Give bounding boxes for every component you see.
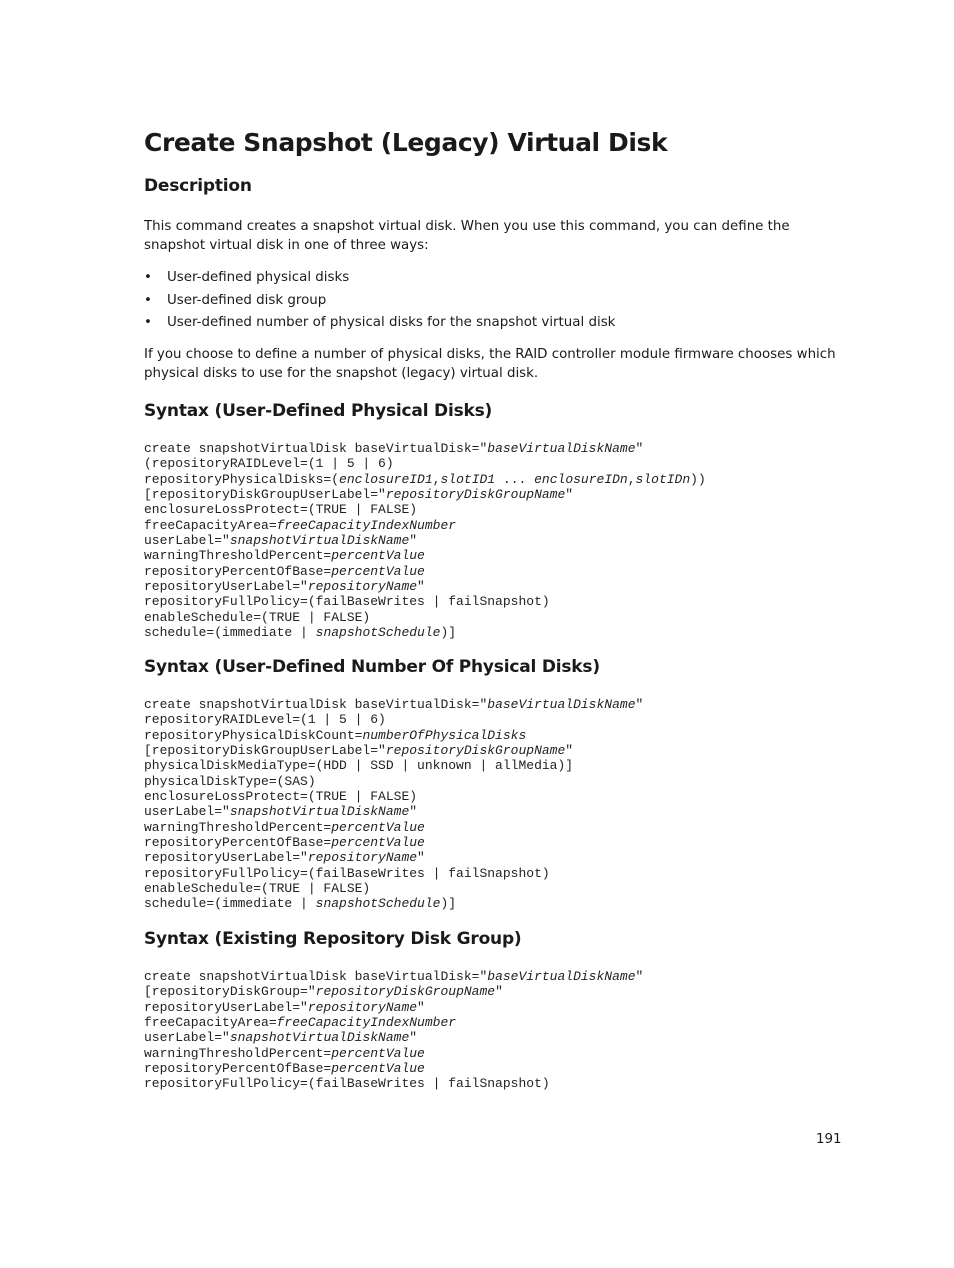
code-placeholder: enclosureID1 [339,471,433,487]
code-placeholder: snapshotSchedule [315,625,441,641]
code-literal: , [432,471,441,487]
code-placeholder: percentValue [331,835,425,851]
code-literal: repositoryPercentOfBase= [144,563,332,579]
page-title: Create Snapshot (Legacy) Virtual Disk [144,128,668,157]
code-placeholder: slotID1 [440,471,496,487]
code-line [144,1015,643,1030]
code-line [144,850,643,865]
code-line [144,697,643,712]
code-line [144,789,643,804]
code-placeholder: repositoryDiskGroupName [315,984,496,1000]
code-line [144,896,643,911]
code-literal: userLabel=" [144,1030,230,1046]
code-literal: userLabel=" [144,804,230,820]
code-literal: freeCapacityArea= [144,1015,277,1031]
code-placeholder: baseVirtualDiskName [487,697,636,712]
code-literal: " [565,743,574,759]
code-placeholder: baseVirtualDiskName [487,441,636,456]
code-line [144,625,706,640]
code-placeholder: repositoryDiskGroupName [385,743,566,759]
code-literal: repositoryFullPolicy=(failBaseWrites | failSnapshot) [144,865,550,881]
syntax-physical-disks-code [144,441,706,640]
code-literal: repositoryPhysicalDisks=( [144,471,340,487]
code-placeholder: percentValue [331,1045,425,1061]
code-literal: " [409,1030,418,1046]
code-literal: " [417,579,425,595]
code-placeholder: enclosureIDn [534,471,628,487]
list-item: • User-defined number of physical disks for the snapshot virtual disk [144,313,844,332]
code-literal: (repositoryRAIDLevel=(1 | 5 | 6) [144,456,394,472]
code-placeholder: percentValue [331,1061,425,1077]
code-literal: repositoryUserLabel=" [144,850,308,866]
code-line [144,533,706,548]
list-item: • User-defined disk group [144,291,844,310]
code-placeholder: numberOfPhysicalDisks [362,727,527,743]
code-literal: [repositoryDiskGroup=" [144,984,316,1000]
code-line [144,835,643,850]
code-placeholder: freeCapacityIndexNumber [276,1015,457,1031]
code-literal: physicalDiskType=(SAS) [144,773,316,789]
code-literal: )) [690,471,706,487]
code-literal: enableSchedule=(TRUE | FALSE) [144,609,371,625]
code-line [144,881,643,896]
code-placeholder: repositoryName [307,850,418,866]
description-heading: Description [144,176,252,196]
code-literal: repositoryPercentOfBase= [144,835,332,851]
code-literal: create snapshotVirtualDisk baseVirtualDisk=" [144,697,488,712]
code-line [144,1076,643,1091]
code-line [144,804,643,819]
code-line [144,456,706,471]
code-literal: [repositoryDiskGroupUserLabel=" [144,743,386,759]
code-literal: freeCapacityArea= [144,517,277,533]
code-placeholder: freeCapacityIndexNumber [276,517,457,533]
code-placeholder: percentValue [331,819,425,835]
code-literal: " [635,441,644,456]
code-placeholder: snapshotVirtualDiskName [229,533,410,549]
code-line [144,774,643,789]
code-line [144,1061,643,1076]
code-literal: " [417,850,425,866]
code-literal: repositoryPhysicalDiskCount= [144,727,363,743]
code-line [144,758,643,773]
code-literal: " [635,969,644,984]
code-line [144,564,706,579]
code-literal: )] [440,625,457,641]
code-line [144,866,643,881]
code-literal: repositoryPercentOfBase= [144,1061,332,1077]
code-literal: " [495,984,503,1000]
syntax-number-of-disks-heading: Syntax (User-Defined Number Of Physical Disks) [144,657,600,677]
code-line [144,820,643,835]
code-placeholder: snapshotVirtualDiskName [229,1030,410,1046]
code-line [144,743,643,758]
description-paragraph-2: If you choose to define a number of physical disks, the RAID controller module firmware chooses which physical disks to use for the snapshot (legacy) virtual disk. [144,347,836,381]
code-placeholder: repositoryName [307,999,418,1015]
code-literal: enclosureLossProtect=(TRUE | FALSE) [144,502,418,518]
code-literal: create snapshotVirtualDisk baseVirtualDisk=" [144,441,488,456]
code-placeholder: snapshotVirtualDiskName [229,804,410,820]
code-line [144,610,706,625]
code-literal: physicalDiskMediaType=(HDD | SSD | unknown | allMedia)] [144,758,574,774]
code-placeholder: snapshotSchedule [315,896,441,912]
code-literal: enableSchedule=(TRUE | FALSE) [144,881,371,897]
code-line [144,1046,643,1061]
code-literal: warningThresholdPercent= [144,819,332,835]
description-paragraph-1: This command creates a snapshot virtual disk. When you use this command, you can define the snapshot virtual disk in one of three ways: [144,219,790,253]
code-literal: repositoryFullPolicy=(failBaseWrites | failSnapshot) [144,1076,550,1092]
code-literal: warningThresholdPercent= [144,548,332,564]
list-item: • User-defined physical disks [144,268,844,287]
code-placeholder: percentValue [331,548,425,564]
code-placeholder: percentValue [331,563,425,579]
code-line [144,518,706,533]
code-literal: schedule=(immediate | [144,625,316,641]
code-literal: )] [440,896,457,912]
code-literal: repositoryUserLabel=" [144,999,308,1015]
code-line [144,441,706,456]
code-placeholder: baseVirtualDiskName [487,969,636,984]
code-line [144,487,706,502]
code-line [144,472,706,487]
code-line [144,984,643,999]
code-literal: repositoryFullPolicy=(failBaseWrites | failSnapshot) [144,594,550,610]
code-literal: schedule=(immediate | [144,896,316,912]
code-placeholder: repositoryDiskGroupName [385,487,566,503]
code-literal: warningThresholdPercent= [144,1045,332,1061]
code-literal: [repositoryDiskGroupUserLabel=" [144,487,386,503]
code-line [144,594,706,609]
code-literal: ... [495,471,535,487]
code-literal: userLabel=" [144,533,230,549]
syntax-physical-disks-heading: Syntax (User-Defined Physical Disks) [144,401,493,421]
syntax-existing-group-heading: Syntax (Existing Repository Disk Group) [144,929,522,949]
code-literal: " [409,804,418,820]
code-literal: repositoryRAIDLevel=(1 | 5 | 6) [144,712,386,728]
code-line [144,969,643,984]
code-literal: " [565,487,574,503]
code-literal: " [417,999,425,1015]
code-placeholder: slotIDn [635,471,691,487]
code-placeholder: repositoryName [307,579,418,595]
code-line [144,1030,643,1045]
code-literal: repositoryUserLabel=" [144,579,308,595]
code-line [144,502,706,517]
code-literal: " [635,697,644,712]
page-number: 191 [816,1132,842,1147]
description-bullet-list [144,268,844,336]
code-line [144,548,706,563]
code-line [144,712,643,727]
code-line [144,579,706,594]
code-literal: , [627,471,636,487]
code-line [144,728,643,743]
code-literal: " [409,533,418,549]
syntax-number-of-disks-code [144,697,643,912]
code-literal: create snapshotVirtualDisk baseVirtualDisk=" [144,969,488,984]
code-line [144,1000,643,1015]
syntax-existing-group-code [144,969,643,1092]
code-literal: enclosureLossProtect=(TRUE | FALSE) [144,789,418,805]
